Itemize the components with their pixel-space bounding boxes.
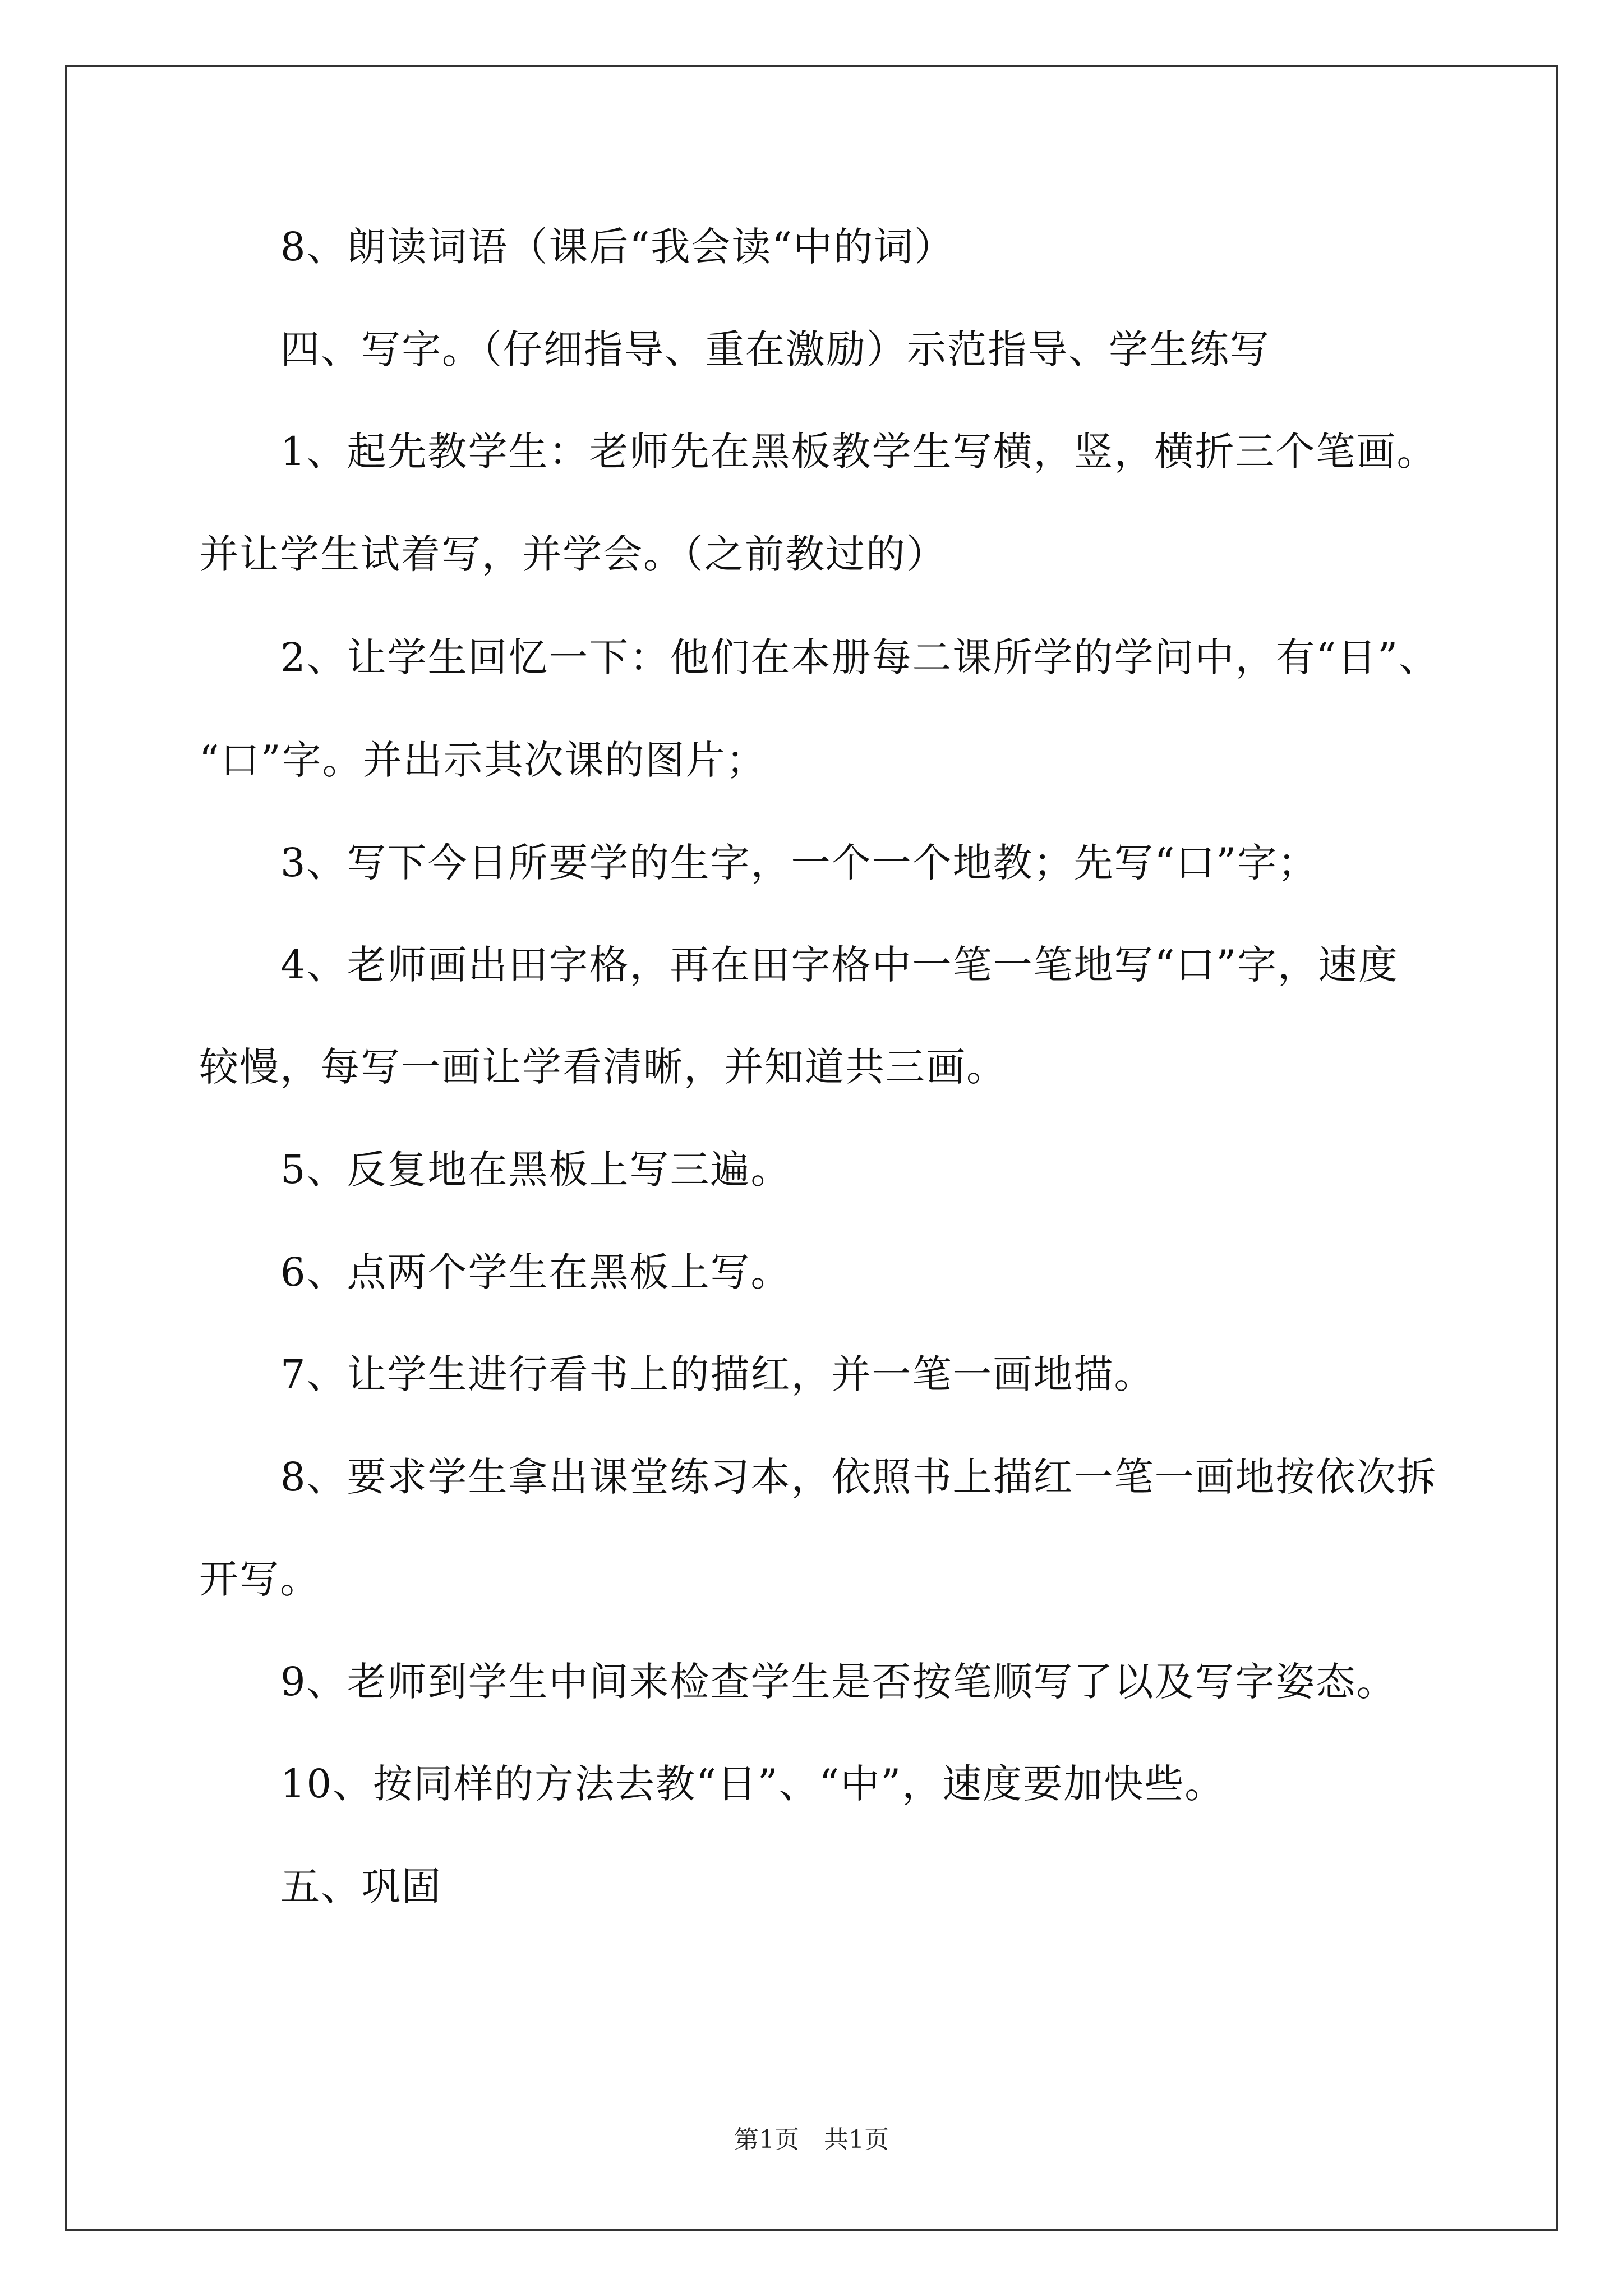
text-line: 10、按同样的方法去教“日”、“中”，速度要加快些。 (280, 1761, 1225, 1807)
text-line: 4、老师画出田字格，再在田字格中一笔一笔地写“口”字，速度 (280, 942, 1399, 988)
text-line: 1、起先教学生：老师先在黑板教学生写横，竖，横折三个笔画。 (280, 429, 1437, 475)
text-line: 并让学生试着写，并学会。（之前教过的） (199, 531, 947, 577)
text-line: 3、写下今日所要学的生字，一个一个地教；先写“口”字； (280, 840, 1318, 886)
text-line: 开写。 (199, 1556, 320, 1602)
text-line: “口”字。并出示其次课的图片； (199, 737, 767, 783)
text-line: 2、让学生回忆一下：他们在本册每二课所学的学问中，有“日”、 (280, 634, 1440, 680)
text-line: 5、反复地在黑板上写三遍。 (280, 1147, 791, 1193)
text-line: 9、老师到学生中间来检查学生是否按笔顺写了以及写字姿态。 (280, 1659, 1397, 1705)
text-line: 四、写字。（仔细指导、重在激励）示范指导、学生练写 (280, 326, 1270, 372)
text-line: 五、巩固 (280, 1864, 442, 1910)
text-line: 7、让学生进行看书上的描红，并一笔一画地描。 (280, 1351, 1155, 1397)
text-line: 6、点两个学生在黑板上写。 (280, 1249, 791, 1295)
text-line: 8、要求学生拿出课堂练习本，依照书上描红一笔一画地按依次拆 (280, 1454, 1437, 1500)
text-line: 8、朗读词语（课后“我会读“中的词） (280, 224, 955, 270)
text-line: 较慢，每写一画让学看清晰，并知道共三画。 (199, 1044, 1007, 1090)
page-footer: 第1页 共1页 (734, 2125, 889, 2154)
